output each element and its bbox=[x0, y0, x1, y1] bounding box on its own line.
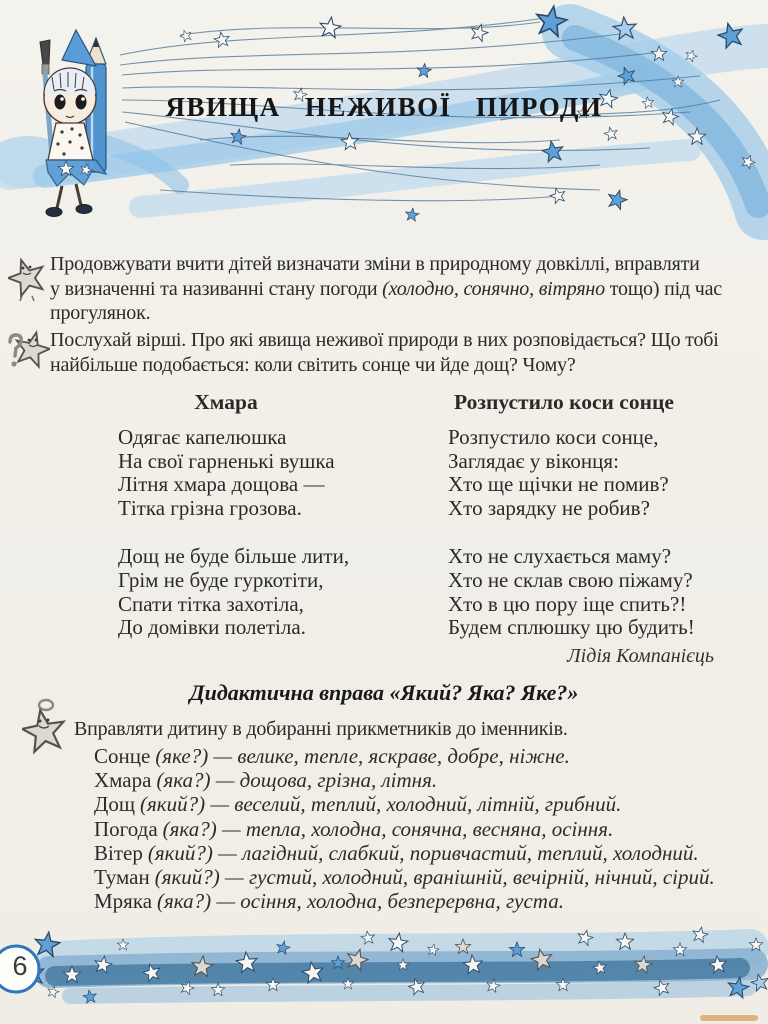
list-item: Мряка (яка?) — осіння, холодна, безперервна, густа. bbox=[94, 889, 564, 914]
task-line-1: Послухай вірші. Про які явища неживої природи в них розповідається? Що тобі bbox=[50, 329, 719, 351]
star-sprite-icon bbox=[8, 256, 48, 302]
fairy-girl bbox=[40, 30, 106, 217]
list-item: Погода (яка?) — тепла, холодна, сонячна, весняна, осіння. bbox=[94, 816, 614, 841]
list-item: Туман (який?) — густий, холодний, вранішній, вечірній, нічний, сірий. bbox=[94, 865, 715, 890]
page-number: 6 bbox=[12, 951, 28, 981]
poem-rozpustylo-kosy-sontse bbox=[448, 390, 748, 640]
adjective-list bbox=[94, 744, 715, 913]
task-paragraph bbox=[50, 328, 750, 377]
list-item: Сонце (яке?) — велике, тепле, яскраве, добре, ніжне. bbox=[94, 744, 570, 768]
poem-stanza: Дощ не буде більше лити, Грім не буде гуркотіти, Спати тітка захотіла, До домівки полетіла. bbox=[118, 544, 350, 640]
poem-title: Хмара bbox=[194, 390, 258, 414]
list-item: Дощ (який?) — веселий, теплий, холодний, літній, грибний. bbox=[94, 792, 622, 817]
poem-title: Розпустило коси сонце bbox=[454, 390, 674, 414]
question-star-icon bbox=[4, 328, 50, 374]
poem-stanza: Хто не слухається маму? Хто не склав свою піжаму? Хто в цю пору іще спить?! Будем сплюшку цю будить! bbox=[448, 544, 695, 640]
note-line-3: прогулянок. bbox=[50, 302, 151, 324]
footer-star-band bbox=[0, 920, 768, 1024]
poem-author: Лідія Компанієць bbox=[567, 645, 714, 667]
teacher-note-paragraph bbox=[50, 252, 750, 326]
task-line-2: найбільше подобається: коли світить сонце чи йде дощ? Чому? bbox=[50, 353, 576, 376]
note-line-1: Продовжувати вчити дітей визначати зміни в природному довкіллі, вправляти bbox=[50, 253, 700, 275]
header-illustration bbox=[0, 0, 768, 250]
list-item: Вітер (який?) — лагідний, слабкий, поривчастий, теплий, холодний. bbox=[94, 840, 699, 865]
note-line-2: у визначенні та називанні стану погоди (холодно, сонячно, вітряно тощо) під час bbox=[50, 277, 722, 300]
exercise-heading: Дидактична вправа «Який? Яка? Яке?» bbox=[189, 680, 579, 705]
list-item: Хмара (яка?) — дощова, грізна, літня. bbox=[94, 768, 438, 793]
exercise-instruction: Вправляти дитину в добиранні прикметників до іменників. bbox=[74, 718, 568, 740]
page-title: ЯВИЩА НЕЖИВОЇ ПИРОДИ bbox=[165, 92, 603, 122]
poem-stanza: Одягає капелюшка На свої гарненькі вушка Літня хмара дощова — Тітка грізна грозова. bbox=[118, 425, 335, 520]
halo-star-icon bbox=[22, 698, 68, 760]
poem-khmara bbox=[118, 390, 350, 640]
page-edge-mark bbox=[700, 1015, 758, 1021]
poem-stanza: Розпустило коси сонце, Заглядає у віконця: Хто ще щічки не помив? Хто зарядку не робив? bbox=[448, 425, 669, 520]
